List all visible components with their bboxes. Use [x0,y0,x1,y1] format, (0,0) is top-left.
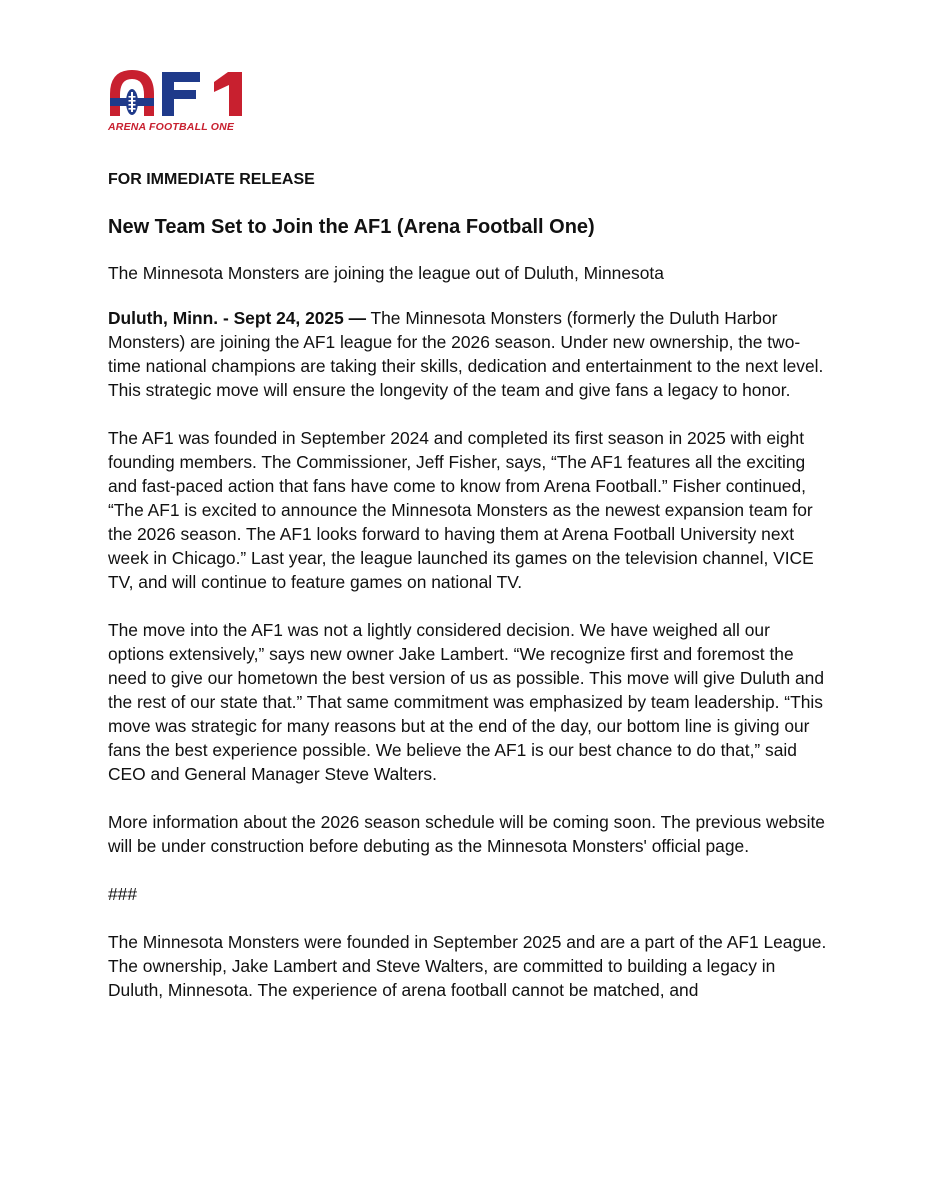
paragraph-1-text: The Minnesota Monsters (formerly the Duluth Harbor Monsters) are joining the AF1 league for the 2026 season. Under new ownership, the two-time national champions are taking their skills, dedication and entertainment to the next level. This strategic move will ensure the longevity of the team and give fans a legacy to honor. [108,308,824,400]
release-label: FOR IMMEDIATE RELEASE [108,171,315,188]
paragraph-5: The Minnesota Monsters were founded in September 2025 and are a part of the AF1 League. The ownership, Jake Lambert and Steve Walters, are committed to building a legacy in Duluth, Minnesota. The experience of arena football cannot be matched, and [108,932,827,1000]
end-mark: ### [108,884,138,904]
af1-logo [108,68,260,134]
paragraph-1 [108,306,828,402]
paragraph-4: More information about the 2026 season schedule will be coming soon. The previous website will be under construction before debuting as the Minnesota Monsters' official page. [108,812,825,856]
football-goalpost-logo-icon [108,68,260,120]
dateline: Duluth, Minn. - Sept 24, 2025 — [108,308,366,328]
subhead: The Minnesota Monsters are joining the league out of Duluth, Minnesota [108,263,664,283]
paragraph-2: The AF1 was founded in September 2024 and completed its first season in 2025 with eight founding members. The Commissioner, Jeff Fisher, says, “The AF1 features all the exciting and fast-paced action that fans have come to know from Arena Football.” Fisher continued, “The AF1 is excited to announce the Minnesota Monsters as the newest expansion team for the 2026 season. The AF1 looks forward to having them at Arena Football University next week in Chicago.” Last year, the league launched its games on the television channel, VICE TV, and will continue to feature games on national TV. [108,428,814,592]
logo-tagline: ARENA FOOTBALL ONE [108,121,235,133]
headline: New Team Set to Join the AF1 (Arena Football One) [108,216,595,238]
paragraph-3: The move into the AF1 was not a lightly considered decision. We have weighed all our options extensively,” says new owner Jake Lambert. “We recognize first and foremost the need to give our hometown the best version of us as possible. This move will give Duluth and the rest of our state that.” That same commitment was emphasized by team leadership. “This move was strategic for many reasons but at the end of the day, our bottom line is giving our fans the best experience possible. We believe the AF1 is our best chance to do that,” said CEO and General Manager Steve Walters. [108,620,824,784]
release-body [108,170,828,1002]
